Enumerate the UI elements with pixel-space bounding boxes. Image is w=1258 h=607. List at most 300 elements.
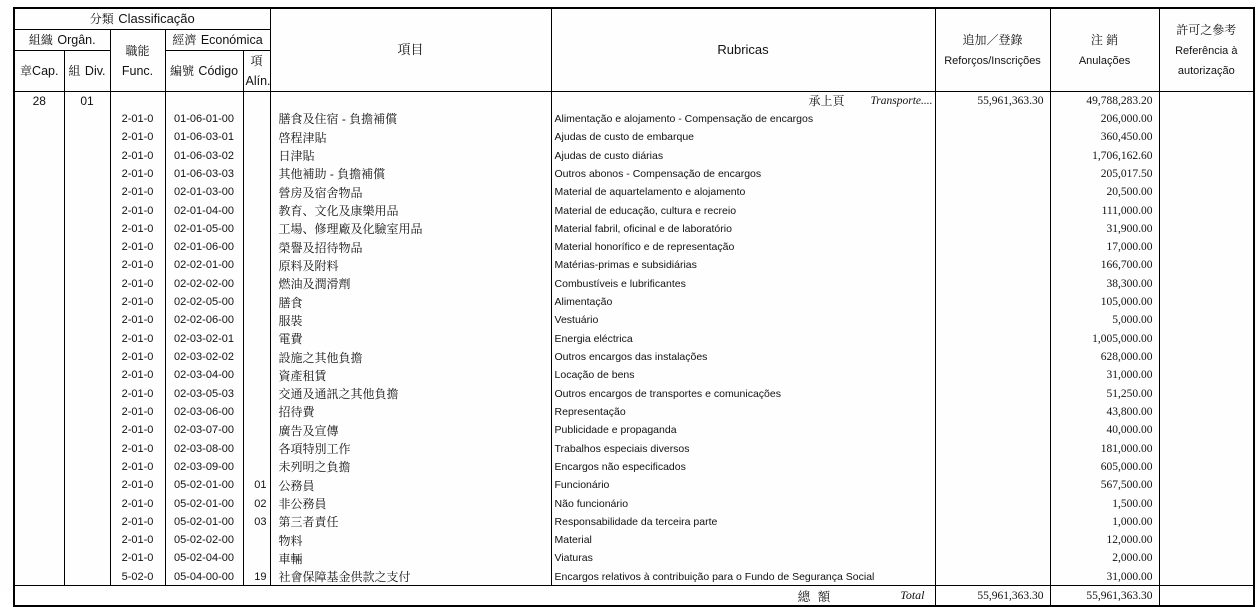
cap-cell (14, 330, 64, 348)
anulacoes-cell: 181,000.00 (1050, 439, 1159, 457)
cap-cell (14, 220, 64, 238)
rubrica-cell: Publicidade e propaganda (551, 421, 935, 439)
rubrica-cell: Representação (551, 403, 935, 421)
cap-cell (14, 385, 64, 403)
func-cell: 2-01-0 (110, 146, 165, 164)
header-div-zh: 組 (68, 64, 81, 78)
func-cell: 2-01-0 (110, 275, 165, 293)
reforcos-cell (935, 458, 1050, 476)
cap-cell (14, 494, 64, 512)
cap-cell (14, 146, 64, 164)
item-cell: 教育、文化及康樂用品 (270, 201, 551, 219)
alin-cell: 03 (243, 513, 270, 531)
table-row (14, 531, 1254, 549)
header-anulacoes-zh: 注 銷 (1090, 33, 1119, 47)
codigo-cell: 05-02-02-00 (165, 531, 243, 549)
alin-cell (243, 220, 270, 238)
rubrica-cell: Material fabril, oficinal e de laboratório (551, 220, 935, 238)
codigo-cell: 02-01-06-00 (165, 238, 243, 256)
reforcos-cell (935, 238, 1050, 256)
reforcos-cell (935, 128, 1050, 146)
reforcos-cell (935, 385, 1050, 403)
alin-cell (243, 293, 270, 311)
reforcos-cell (935, 439, 1050, 457)
anulacoes-cell: 1,005,000.00 (1050, 330, 1159, 348)
anulacoes-cell: 166,700.00 (1050, 256, 1159, 274)
anulacoes-cell: 1,000.00 (1050, 513, 1159, 531)
rubrica-cell: Matérias-primas e subsidiárias (551, 256, 935, 274)
reforcos-cell (935, 568, 1050, 586)
codigo-cell: 02-02-06-00 (165, 311, 243, 329)
cap-cell (14, 311, 64, 329)
codigo-cell: 05-02-01-00 (165, 476, 243, 494)
budget-table (13, 7, 1255, 607)
reforcos-cell (935, 201, 1050, 219)
table-row (14, 110, 1254, 128)
header-codigo (165, 51, 243, 92)
item-cell: 榮譽及招待物品 (270, 238, 551, 256)
rubrica-cell: Funcionário (551, 476, 935, 494)
table-row (14, 256, 1254, 274)
anulacoes-cell: 31,000.00 (1050, 366, 1159, 384)
codigo-cell: 02-03-06-00 (165, 403, 243, 421)
alin-cell (243, 275, 270, 293)
codigo-cell: 02-02-01-00 (165, 256, 243, 274)
anulacoes-cell: 17,000.00 (1050, 238, 1159, 256)
header-classification-pt: Classificação (118, 11, 195, 26)
cap-cell (14, 549, 64, 567)
header-func-zh: 職能 (125, 43, 150, 58)
carry-alin-cell (243, 92, 270, 110)
div-cell (64, 146, 110, 164)
cap-cell (14, 256, 64, 274)
referencia-cell (1159, 366, 1254, 384)
item-cell: 服裝 (270, 311, 551, 329)
header-referencia (1159, 8, 1254, 92)
func-cell: 2-01-0 (110, 348, 165, 366)
item-cell: 原料及附料 (270, 256, 551, 274)
referencia-cell (1159, 385, 1254, 403)
func-cell: 5-02-0 (110, 568, 165, 586)
func-cell: 2-01-0 (110, 421, 165, 439)
header-classification (14, 8, 270, 30)
referencia-cell (1159, 421, 1254, 439)
codigo-cell: 05-02-01-00 (165, 513, 243, 531)
codigo-cell: 02-03-05-03 (165, 385, 243, 403)
table-header (14, 8, 1254, 92)
codigo-cell: 02-03-08-00 (165, 439, 243, 457)
reforcos-cell (935, 476, 1050, 494)
referencia-cell (1159, 549, 1254, 567)
header-rubricas: Rubricas (551, 8, 935, 92)
anulacoes-cell: 567,500.00 (1050, 476, 1159, 494)
anulacoes-cell: 31,900.00 (1050, 220, 1159, 238)
reforcos-cell (935, 366, 1050, 384)
func-cell: 2-01-0 (110, 256, 165, 274)
codigo-cell: 01-06-01-00 (165, 110, 243, 128)
carry-div-cell: 01 (64, 92, 110, 110)
rubrica-cell: Trabalhos especiais diversos (551, 439, 935, 457)
carry-forward-row (14, 92, 1254, 110)
table-row (14, 238, 1254, 256)
alin-cell (243, 330, 270, 348)
func-cell: 2-01-0 (110, 458, 165, 476)
codigo-cell: 05-02-01-00 (165, 494, 243, 512)
item-cell: 社會保障基金供款之支付 (270, 568, 551, 586)
table-row (14, 128, 1254, 146)
header-div (64, 51, 110, 92)
func-cell: 2-01-0 (110, 494, 165, 512)
cap-cell (14, 165, 64, 183)
table-row (14, 201, 1254, 219)
func-cell: 2-01-0 (110, 476, 165, 494)
rubrica-cell: Outros encargos das instalações (551, 348, 935, 366)
rubrica-cell: Alimentação e alojamento - Compensação de encargos (551, 110, 935, 128)
header-econ-zh: 經濟 (172, 33, 197, 47)
referencia-cell (1159, 311, 1254, 329)
anulacoes-cell: 31,000.00 (1050, 568, 1159, 586)
reforcos-cell (935, 220, 1050, 238)
carry-label-pt: Transporte.... (870, 94, 933, 107)
alin-cell (243, 458, 270, 476)
table-row (14, 183, 1254, 201)
alin-cell (243, 201, 270, 219)
reforcos-cell (935, 494, 1050, 512)
carry-label-zh: 承上頁 (808, 94, 845, 109)
cap-cell (14, 293, 64, 311)
div-cell (64, 201, 110, 219)
referencia-cell (1159, 439, 1254, 457)
header-econ-pt: Económica (200, 33, 263, 47)
func-cell: 2-01-0 (110, 366, 165, 384)
codigo-cell: 02-01-05-00 (165, 220, 243, 238)
rubrica-cell: Material honorífico e de representação (551, 238, 935, 256)
header-econ (165, 30, 270, 51)
table-row (14, 458, 1254, 476)
rubrica-cell: Responsabilidade da terceira parte (551, 513, 935, 531)
item-cell: 資產租賃 (270, 366, 551, 384)
table-row (14, 275, 1254, 293)
carry-rubrica-cell (551, 92, 935, 110)
div-cell (64, 238, 110, 256)
div-cell (64, 421, 110, 439)
anulacoes-cell: 360,450.00 (1050, 128, 1159, 146)
item-cell: 第三者責任 (270, 513, 551, 531)
codigo-cell: 02-03-04-00 (165, 366, 243, 384)
carry-item-cell (270, 92, 551, 110)
referencia-cell (1159, 165, 1254, 183)
cap-cell (14, 476, 64, 494)
div-cell (64, 165, 110, 183)
alin-cell (243, 165, 270, 183)
func-cell: 2-01-0 (110, 439, 165, 457)
header-func (110, 30, 165, 92)
codigo-cell: 02-02-02-00 (165, 275, 243, 293)
rubrica-cell: Material (551, 531, 935, 549)
cap-cell (14, 568, 64, 586)
cap-cell (14, 403, 64, 421)
reforcos-cell (935, 293, 1050, 311)
codigo-cell: 02-01-04-00 (165, 201, 243, 219)
cap-cell (14, 348, 64, 366)
referencia-cell (1159, 458, 1254, 476)
alin-cell (243, 256, 270, 274)
func-cell: 2-01-0 (110, 403, 165, 421)
header-alin (243, 51, 270, 92)
div-cell (64, 293, 110, 311)
referencia-cell (1159, 531, 1254, 549)
referencia-cell (1159, 476, 1254, 494)
rubrica-cell: Material de educação, cultura e recreio (551, 201, 935, 219)
reforcos-cell (935, 330, 1050, 348)
reforcos-cell (935, 110, 1050, 128)
div-cell (64, 568, 110, 586)
table-row (14, 385, 1254, 403)
header-alin-zh: 項 (250, 54, 263, 68)
codigo-cell: 01-06-03-03 (165, 165, 243, 183)
header-cap-pt: Cap. (32, 64, 59, 78)
item-cell: 膳食及住宿 - 負擔補償 (270, 110, 551, 128)
item-cell: 膳食 (270, 293, 551, 311)
table-row (14, 494, 1254, 512)
header-codigo-pt: Código (198, 64, 239, 78)
alin-cell (243, 311, 270, 329)
referencia-cell (1159, 128, 1254, 146)
table-row (14, 421, 1254, 439)
referencia-cell (1159, 201, 1254, 219)
anulacoes-cell: 605,000.00 (1050, 458, 1159, 476)
reforcos-cell (935, 256, 1050, 274)
item-cell: 各項特別工作 (270, 439, 551, 457)
div-cell (64, 531, 110, 549)
rubrica-cell: Encargos não especificados (551, 458, 935, 476)
total-label-zh: 總 額 (797, 589, 833, 604)
reforcos-cell (935, 348, 1050, 366)
alin-cell (243, 421, 270, 439)
anulacoes-cell: 111,000.00 (1050, 201, 1159, 219)
cap-cell (14, 421, 64, 439)
func-cell: 2-01-0 (110, 238, 165, 256)
alin-cell (243, 110, 270, 128)
table-row (14, 348, 1254, 366)
func-cell: 2-01-0 (110, 201, 165, 219)
header-item: 項目 (270, 8, 551, 92)
codigo-cell: 01-06-03-02 (165, 146, 243, 164)
referencia-cell (1159, 146, 1254, 164)
table-row (14, 568, 1254, 586)
table-row (14, 476, 1254, 494)
header-cap-zh: 章 (20, 64, 33, 78)
anulacoes-cell: 43,800.00 (1050, 403, 1159, 421)
func-cell: 2-01-0 (110, 385, 165, 403)
cap-cell (14, 238, 64, 256)
alin-cell (243, 128, 270, 146)
div-cell (64, 476, 110, 494)
codigo-cell: 02-03-09-00 (165, 458, 243, 476)
cap-cell (14, 128, 64, 146)
header-cap (14, 51, 64, 92)
func-cell: 2-01-0 (110, 549, 165, 567)
div-cell (64, 348, 110, 366)
cap-cell (14, 201, 64, 219)
cap-cell (14, 439, 64, 457)
referencia-cell (1159, 513, 1254, 531)
table-row (14, 403, 1254, 421)
func-cell: 2-01-0 (110, 330, 165, 348)
carry-referencia-cell (1159, 92, 1254, 110)
rubrica-cell: Outros encargos de transportes e comunicações (551, 385, 935, 403)
anulacoes-cell: 51,250.00 (1050, 385, 1159, 403)
table-row (14, 165, 1254, 183)
referencia-cell (1159, 293, 1254, 311)
codigo-cell: 02-02-05-00 (165, 293, 243, 311)
rubrica-cell: Alimentação (551, 293, 935, 311)
referencia-cell (1159, 256, 1254, 274)
alin-cell (243, 549, 270, 567)
total-row (14, 586, 1254, 606)
reforcos-cell (935, 165, 1050, 183)
codigo-cell: 01-06-03-01 (165, 128, 243, 146)
table-row (14, 311, 1254, 329)
div-cell (64, 366, 110, 384)
codigo-cell: 02-01-03-00 (165, 183, 243, 201)
table-row (14, 330, 1254, 348)
referencia-cell (1159, 183, 1254, 201)
cap-cell (14, 458, 64, 476)
table-footer (14, 586, 1254, 606)
header-referencia-pt2: autorização (1177, 65, 1235, 77)
cap-cell (14, 366, 64, 384)
item-cell: 非公務員 (270, 494, 551, 512)
reforcos-cell (935, 549, 1050, 567)
func-cell: 2-01-0 (110, 128, 165, 146)
div-cell (64, 494, 110, 512)
reforcos-cell (935, 421, 1050, 439)
div-cell (64, 439, 110, 457)
anulacoes-cell: 40,000.00 (1050, 421, 1159, 439)
reforcos-cell (935, 513, 1050, 531)
rubrica-cell: Ajudas de custo de embarque (551, 128, 935, 146)
alin-cell (243, 183, 270, 201)
reforcos-cell (935, 275, 1050, 293)
rubrica-cell: Outros abonos - Compensação de encargos (551, 165, 935, 183)
total-label-cell (14, 586, 935, 606)
table-row (14, 293, 1254, 311)
item-cell: 電費 (270, 330, 551, 348)
func-cell: 2-01-0 (110, 311, 165, 329)
div-cell (64, 513, 110, 531)
func-cell: 2-01-0 (110, 220, 165, 238)
div-cell (64, 549, 110, 567)
rubrica-cell: Locação de bens (551, 366, 935, 384)
func-cell: 2-01-0 (110, 293, 165, 311)
anulacoes-cell: 2,000.00 (1050, 549, 1159, 567)
table-row (14, 439, 1254, 457)
rubrica-cell: Vestuário (551, 311, 935, 329)
cap-cell (14, 275, 64, 293)
item-cell: 車輛 (270, 549, 551, 567)
header-organ-zh: 組織 (28, 33, 53, 47)
codigo-cell: 02-03-02-01 (165, 330, 243, 348)
rubrica-cell: Encargos relativos à contribuição para o Fundo de Segurança Social (551, 568, 935, 586)
item-cell: 營房及宿舍物品 (270, 183, 551, 201)
rubrica-cell: Material de aquartelamento e alojamento (551, 183, 935, 201)
header-organ (14, 30, 110, 51)
alin-cell (243, 385, 270, 403)
referencia-cell (1159, 238, 1254, 256)
header-organ-pt: Orgân. (57, 33, 96, 47)
anulacoes-cell: 206,000.00 (1050, 110, 1159, 128)
codigo-cell: 05-02-04-00 (165, 549, 243, 567)
alin-cell (243, 439, 270, 457)
div-cell (64, 311, 110, 329)
referencia-cell (1159, 275, 1254, 293)
item-cell: 招待費 (270, 403, 551, 421)
anulacoes-cell: 205,017.50 (1050, 165, 1159, 183)
alin-cell: 02 (243, 494, 270, 512)
item-cell: 未列明之負擔 (270, 458, 551, 476)
alin-cell (243, 531, 270, 549)
total-label (15, 587, 935, 605)
item-cell: 物料 (270, 531, 551, 549)
cap-cell (14, 513, 64, 531)
item-cell: 啓程津貼 (270, 128, 551, 146)
func-cell: 2-01-0 (110, 513, 165, 531)
table-body (14, 92, 1254, 586)
total-referencia-cell (1159, 586, 1254, 606)
codigo-cell: 02-03-07-00 (165, 421, 243, 439)
rubrica-cell: Viaturas (551, 549, 935, 567)
div-cell (64, 110, 110, 128)
div-cell (64, 256, 110, 274)
alin-cell: 01 (243, 476, 270, 494)
alin-cell (243, 403, 270, 421)
header-classification-zh: 分類 (89, 12, 114, 26)
rubrica-cell: Ajudas de custo diárias (551, 146, 935, 164)
header-func-pt: Func. (121, 63, 154, 78)
func-cell: 2-01-0 (110, 531, 165, 549)
func-cell: 2-01-0 (110, 110, 165, 128)
rubrica-cell: Energia eléctrica (551, 330, 935, 348)
table-row (14, 549, 1254, 567)
header-reforcos-pt: Reforços/Inscrições (944, 55, 1041, 67)
anulacoes-cell: 38,300.00 (1050, 275, 1159, 293)
anulacoes-cell: 1,706,162.60 (1050, 146, 1159, 164)
referencia-cell (1159, 494, 1254, 512)
item-cell: 其他補助 - 負擔補償 (270, 165, 551, 183)
carry-func-cell (110, 92, 165, 110)
div-cell (64, 275, 110, 293)
anulacoes-cell: 20,500.00 (1050, 183, 1159, 201)
carry-forward-label (552, 92, 935, 109)
table-row (14, 220, 1254, 238)
rubrica-cell: Não funcionário (551, 494, 935, 512)
total-label-pt: Total (900, 588, 925, 603)
func-cell: 2-01-0 (110, 165, 165, 183)
div-cell (64, 220, 110, 238)
alin-cell: 19 (243, 568, 270, 586)
div-cell (64, 183, 110, 201)
carry-codigo-cell (165, 92, 243, 110)
header-reforcos (935, 8, 1050, 92)
item-cell: 交通及通訊之其他負擔 (270, 385, 551, 403)
referencia-cell (1159, 220, 1254, 238)
item-cell: 日津貼 (270, 146, 551, 164)
reforcos-cell (935, 146, 1050, 164)
div-cell (64, 403, 110, 421)
codigo-cell: 02-03-02-02 (165, 348, 243, 366)
anulacoes-cell: 1,500.00 (1050, 494, 1159, 512)
